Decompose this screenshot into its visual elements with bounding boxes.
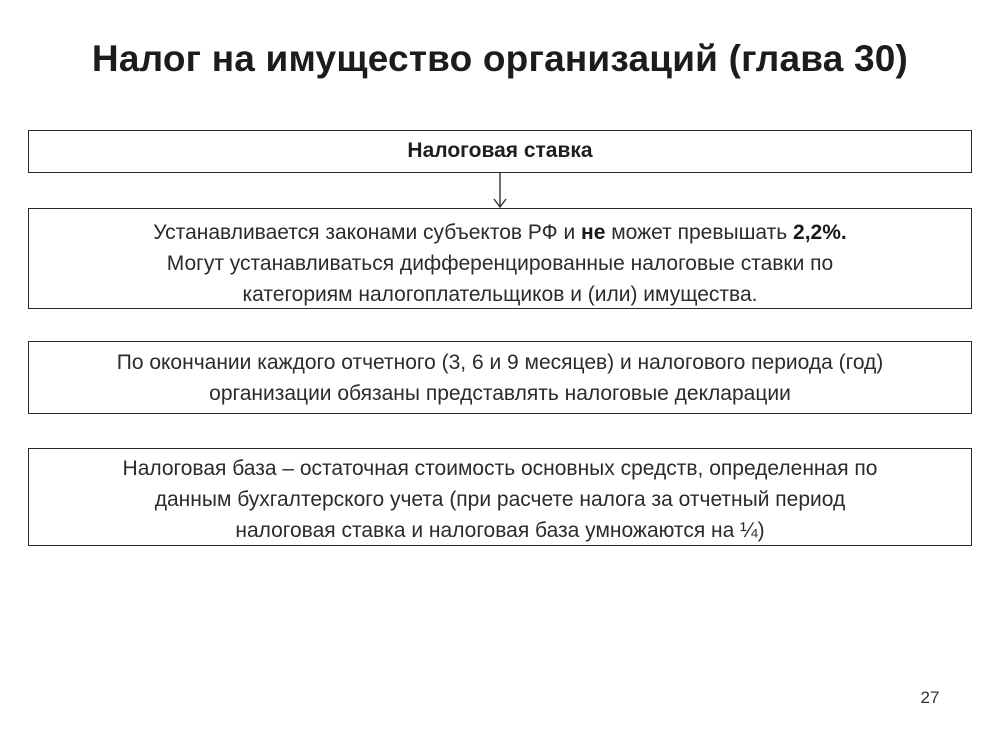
page-number: 27	[920, 688, 940, 707]
declaration-box	[28, 341, 972, 414]
slide-title: Налог на имущество организаций (глава 30)	[91, 38, 909, 79]
rate-line-1-text-a: Устанавливается законами субъектов РФ и	[153, 221, 582, 244]
tax-rate-header-box: Налоговая ставка	[28, 130, 972, 173]
rate-line-1	[29, 217, 971, 248]
tax-rate-description-box	[28, 208, 972, 309]
base-line-3: налоговая ставка и налоговая база умножаются на ¼)	[235, 519, 765, 542]
down-arrow-connector	[490, 173, 510, 209]
declaration-line-1: По окончании каждого отчетного (3, 6 и 9 месяцев) и налогового периода (год)	[116, 351, 884, 374]
rate-line-2: Могут устанавливаться дифференцированные налоговые ставки по	[166, 252, 834, 275]
base-line-1: Налоговая база – остаточная стоимость основных средств, определенная по	[122, 457, 878, 480]
rate-line-3: категориям налогоплательщиков и (или) имущества.	[242, 283, 758, 306]
base-line-2: данным бухгалтерского учета (при расчете налога за отчетный период	[154, 488, 846, 511]
rate-max-value: 2,2%.	[793, 221, 847, 244]
rate-line-1-bold-not: не	[581, 221, 606, 244]
rate-line-1-text-b: может превышать	[605, 221, 794, 244]
tax-base-box	[28, 448, 972, 546]
declaration-line-2: организации обязаны представлять налоговые декларации	[209, 382, 791, 405]
